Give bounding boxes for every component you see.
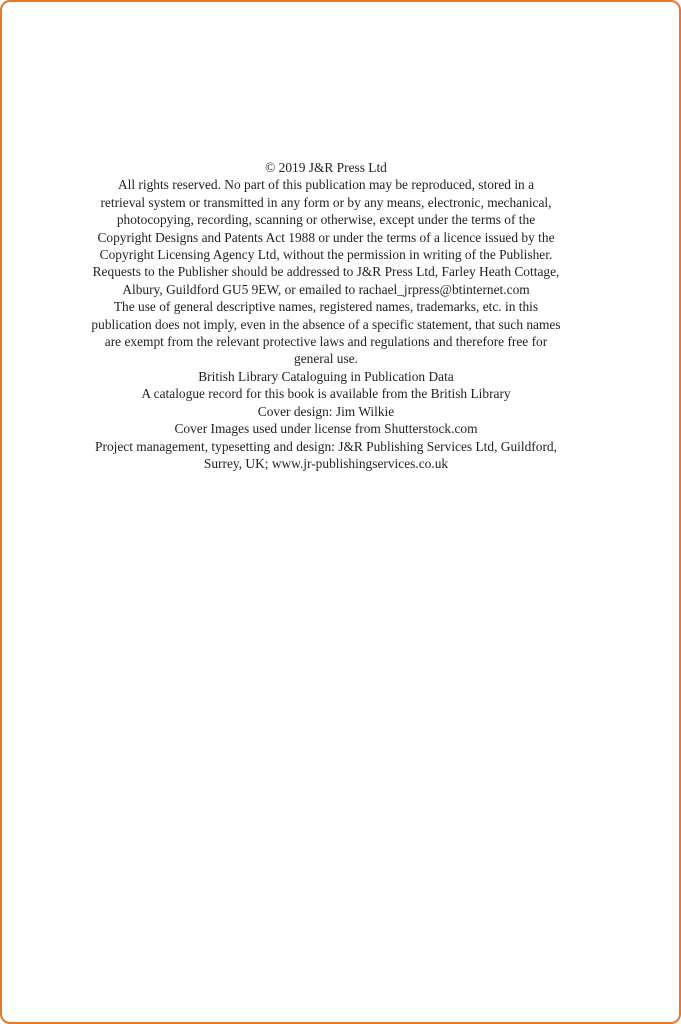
catalogue-record-line: A catalogue record for this book is available from the British Library: [141, 386, 511, 402]
rights-statement-line: photocopying, recording, scanning or otherwise, except under the terms of the: [116, 212, 536, 228]
trademark-disclaimer-line: publication does not imply, even in the absence of a specific statement, that such names: [91, 316, 561, 332]
rights-statement-line: Copyright Licensing Agency Ltd, without the permission in writing of the Publisher.: [99, 247, 553, 263]
project-management-credit: Surrey, UK; www.jr-publishingservices.co.uk: [203, 455, 449, 471]
requests-line: Albury, Guildford GU5 9EW, or emailed to rachael_jrpress@btinternet.com: [122, 281, 530, 297]
copyright-notice: [72, 159, 580, 472]
cover-design-credit: Cover design: Jim Wilkie: [257, 403, 395, 419]
cataloguing-heading: British Library Cataloguing in Publication Data: [198, 368, 454, 384]
project-management-credit: Project management, typesetting and design: J&R Publishing Services Ltd, Guildford,: [95, 438, 557, 454]
rights-statement-line: All rights reserved. No part of this publication may be reproduced, stored in a: [117, 177, 535, 193]
rights-statement-line: Copyright Designs and Patents Act 1988 or under the terms of a licence issued by the: [97, 229, 555, 245]
requests-line: Requests to the Publisher should be addressed to J&R Press Ltd, Farley Heath Cottage,: [92, 264, 560, 280]
trademark-disclaimer-line: The use of general descriptive names, registered names, trademarks, etc. in this: [113, 299, 539, 315]
rights-statement-line: retrieval system or transmitted in any form or by any means, electronic, mechanical,: [100, 194, 552, 210]
trademark-disclaimer-line: are exempt from the relevant protective laws and regulations and therefore free for: [104, 334, 548, 350]
copyright-line: © 2019 J&R Press Ltd: [265, 160, 387, 175]
trademark-disclaimer-line: general use.: [294, 351, 358, 367]
cover-images-credit: Cover Images used under license from Shutterstock.com: [174, 421, 478, 437]
